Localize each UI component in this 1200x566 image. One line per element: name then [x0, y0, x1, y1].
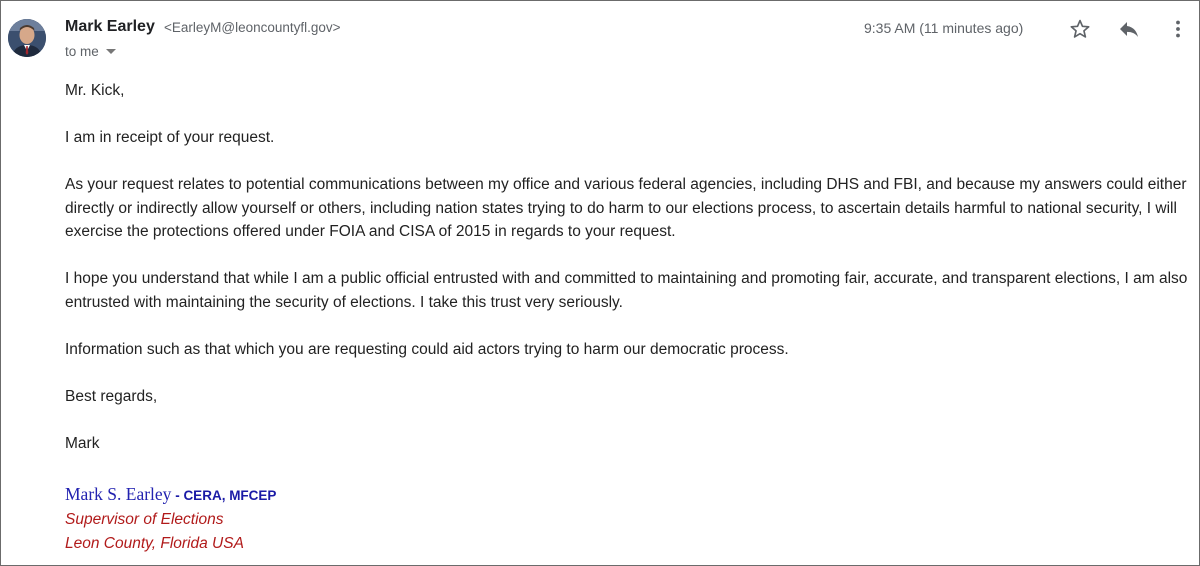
to-label: to me — [65, 44, 99, 59]
closing: Best regards, — [65, 387, 158, 405]
sender-avatar[interactable] — [8, 19, 46, 57]
recipient-details-toggle[interactable] — [65, 44, 116, 59]
signature-separator: - — [171, 488, 184, 503]
message-timestamp: 9:35 AM (11 minutes ago) — [864, 20, 1024, 36]
body-paragraph: As your request relates to potential communications between my office and various federal agencies, including DHS and FBI, and because my answers could either directly or indirectly allow yourself or others, including nation states trying to do harm to our elections process, to ascertain details harmful to national security, I will exercise the protections offered under FOIA and CISA of 2015 in regards to your request. — [65, 176, 1187, 240]
email-signature — [65, 482, 276, 556]
sender-name[interactable]: Mark Earley — [65, 18, 155, 35]
star-icon — [1069, 18, 1091, 40]
star-button[interactable] — [1067, 16, 1093, 42]
chevron-down-icon[interactable] — [106, 49, 116, 54]
body-paragraph: I am in receipt of your request. — [65, 129, 275, 146]
signature-credentials: CERA, MFCEP — [183, 488, 277, 503]
signature-name-line — [65, 482, 276, 508]
greeting: Mr. Kick, — [65, 82, 125, 99]
body-paragraph: Information such as that which you are requesting could aid actors trying to harm our democratic process. — [65, 340, 789, 358]
sign-off-name: Mark — [65, 434, 100, 452]
more-vert-icon — [1166, 17, 1190, 41]
reply-button[interactable] — [1116, 16, 1142, 42]
signature-name: Mark S. Earley — [65, 484, 172, 504]
more-options-button[interactable] — [1165, 16, 1191, 42]
body-paragraph: I hope you understand that while I am a public official entrusted with and committed to maintaining and promoting fair, accurate, and transparent elections, I am also entrusted with maintaining the security of elections. I take this trust very seriously. — [65, 270, 1188, 311]
reply-icon — [1117, 17, 1141, 41]
signature-location: Leon County, Florida USA — [65, 535, 244, 552]
message-body — [65, 79, 1195, 455]
avatar-photo-icon — [8, 19, 46, 57]
sender-email: <EarleyM@leoncountyfl.gov> — [164, 20, 341, 35]
signature-title: Supervisor of Elections — [65, 511, 224, 528]
